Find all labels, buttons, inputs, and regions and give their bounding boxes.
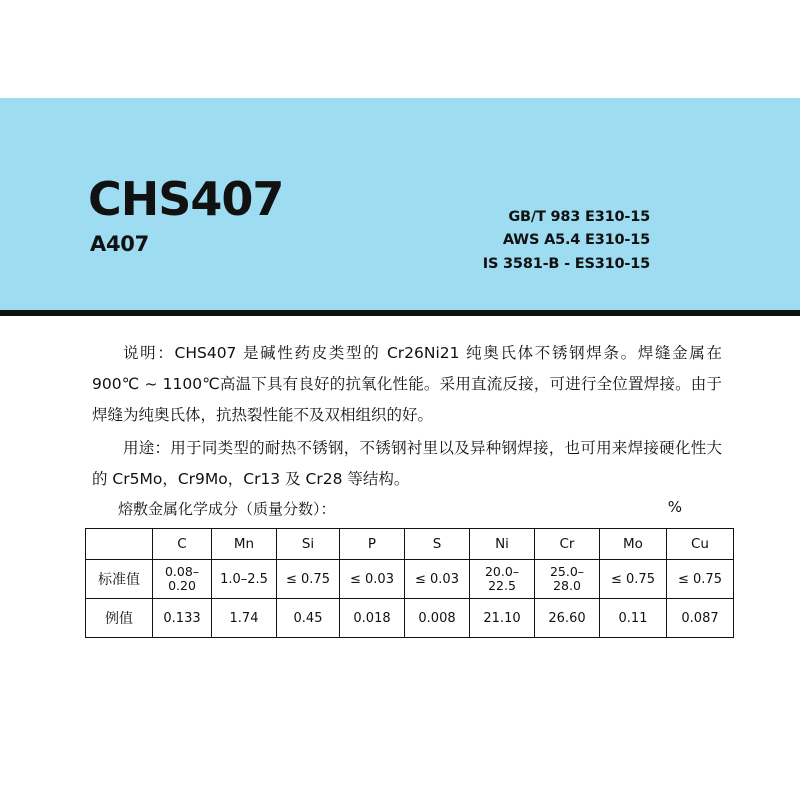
table-header-row	[86, 529, 734, 560]
cell-example-cr: 26.60	[535, 599, 600, 638]
header-banner	[0, 98, 800, 310]
column-header-c: C	[153, 529, 212, 560]
standard-line-3: IS 3581-B - ES310-15	[482, 255, 650, 272]
cell-example-mo: 0.11	[600, 599, 667, 638]
row-label-standard: 标准值	[86, 560, 153, 599]
paragraph-usage: 用途：用于同类型的耐热不锈钢，不锈钢衬里以及异种钢焊接，也可用来焊接硬化性大的 Cr5Mo，Cr9Mo，Cr13 及 Cr28 等结构。	[92, 439, 722, 488]
product-alt-code: A407	[90, 232, 149, 256]
paragraph-description: 说明：CHS407 是碱性药皮类型的 Cr26Ni21 纯奥氏体不锈钢焊条。焊缝金属在 900℃ ~ 1100℃高温下具有良好的抗氧化性能。采用直流反接，可进行全位置焊接。由于焊缝为纯奥氏体，抗热裂性能不及双相组织的好。	[92, 344, 722, 424]
row-label-example: 例值	[86, 599, 153, 638]
column-header-mo: Mo	[600, 529, 667, 560]
cell-standard-mo: ≤ 0.75	[600, 560, 667, 599]
column-header-mn: Mn	[212, 529, 277, 560]
column-header-cr: Cr	[535, 529, 600, 560]
standard-line-2: AWS A5.4 E310-15	[502, 232, 650, 249]
cell-standard-p: ≤ 0.03	[340, 560, 405, 599]
cell-example-ni: 21.10	[470, 599, 535, 638]
cell-standard-ni: 20.0– 22.5	[470, 560, 535, 599]
table-unit: %	[667, 498, 682, 516]
cell-standard-s: ≤ 0.03	[405, 560, 470, 599]
cell-example-cu: 0.087	[667, 599, 734, 638]
banner-divider	[0, 310, 800, 316]
cell-example-c: 0.133	[153, 599, 212, 638]
cell-example-mn: 1.74	[212, 599, 277, 638]
table-row	[86, 599, 734, 638]
cell-standard-cr: 25.0– 28.0	[535, 560, 600, 599]
column-header-cu: Cu	[667, 529, 734, 560]
cell-example-p: 0.018	[340, 599, 405, 638]
column-header-si: Si	[277, 529, 340, 560]
description-body	[92, 338, 722, 497]
column-header-ni: Ni	[470, 529, 535, 560]
cell-example-si: 0.45	[277, 599, 340, 638]
standard-line-1: GB/T 983 E310-15	[508, 209, 650, 225]
standards-block	[483, 206, 650, 276]
product-code: CHS407	[88, 172, 284, 226]
title-block	[88, 172, 284, 256]
cell-standard-cu: ≤ 0.75	[667, 560, 734, 599]
table-row	[86, 560, 734, 599]
cell-example-s: 0.008	[405, 599, 470, 638]
cell-standard-c: 0.08– 0.20	[153, 560, 212, 599]
cell-standard-mn: 1.0–2.5	[212, 560, 277, 599]
table-corner-cell	[86, 529, 153, 560]
table-caption	[118, 498, 682, 519]
chemical-composition-table	[85, 528, 734, 638]
table-caption-text: 熔敷金属化学成分（质量分数）：	[118, 500, 336, 518]
column-header-s: S	[405, 529, 470, 560]
cell-standard-si: ≤ 0.75	[277, 560, 340, 599]
column-header-p: P	[340, 529, 405, 560]
